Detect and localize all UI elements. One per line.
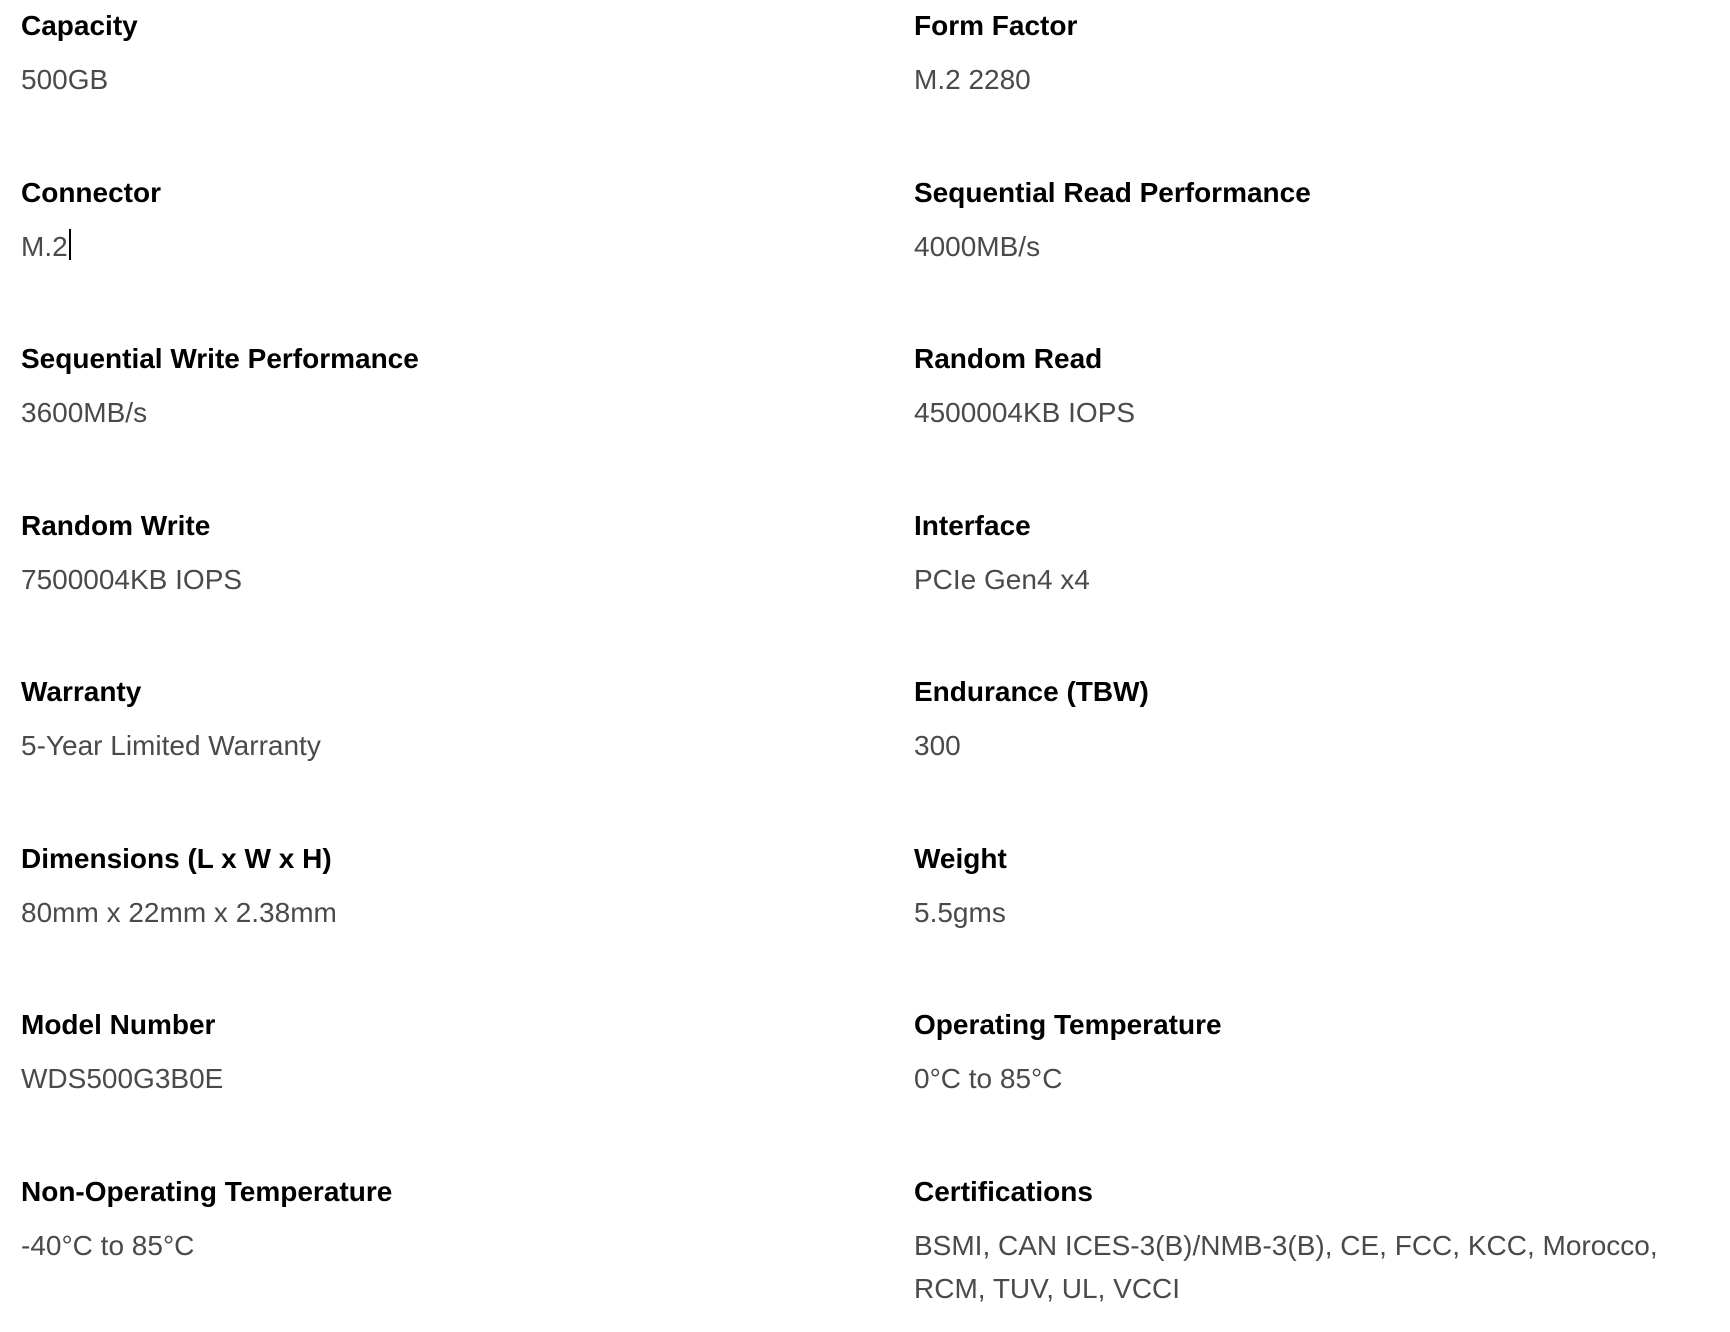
- spec-label: Capacity: [21, 9, 138, 43]
- spec-label: Non-Operating Temperature: [21, 1175, 392, 1209]
- spec-connector: [21, 167, 914, 334]
- spec-form-factor: [914, 0, 1711, 167]
- spec-value: 300: [914, 724, 1714, 767]
- spec-label: Connector: [21, 176, 161, 210]
- spec-random-read: [914, 333, 1711, 500]
- spec-label: Dimensions (L x W x H): [21, 842, 332, 876]
- specifications-grid: [21, 0, 1711, 1332]
- spec-label: Weight: [914, 842, 1007, 876]
- spec-sequential-write: [21, 333, 914, 500]
- spec-value: 3600MB/s: [21, 391, 821, 434]
- spec-operating-temperature: [914, 999, 1711, 1166]
- spec-dimensions: [21, 833, 914, 1000]
- spec-random-write: [21, 500, 914, 667]
- spec-value: 500GB: [21, 58, 821, 101]
- spec-value: 7500004KB IOPS: [21, 558, 821, 601]
- spec-label: Random Read: [914, 342, 1102, 376]
- spec-capacity: [21, 0, 914, 167]
- spec-label: Endurance (TBW): [914, 675, 1149, 709]
- spec-value: 80mm x 22mm x 2.38mm: [21, 891, 821, 934]
- spec-label: Form Factor: [914, 9, 1077, 43]
- spec-label: Operating Temperature: [914, 1008, 1222, 1042]
- spec-value: 5.5gms: [914, 891, 1714, 934]
- spec-value: 4000MB/s: [914, 225, 1714, 268]
- spec-non-operating-temperature: [21, 1166, 914, 1332]
- spec-label: Sequential Write Performance: [21, 342, 419, 376]
- spec-label: Interface: [914, 509, 1031, 543]
- spec-label: Model Number: [21, 1008, 215, 1042]
- spec-value: 0°C to 85°C: [914, 1057, 1714, 1100]
- spec-value: PCIe Gen4 x4: [914, 558, 1714, 601]
- spec-value: BSMI, CAN ICES-3(B)/NMB-3(B), CE, FCC, KCC, Morocco, RCM, TUV, UL, VCCI: [914, 1224, 1714, 1310]
- spec-interface: [914, 500, 1711, 667]
- spec-model-number: [21, 999, 914, 1166]
- spec-endurance: [914, 666, 1711, 833]
- spec-sequential-read: [914, 167, 1711, 334]
- spec-value-text: M.2: [21, 231, 68, 262]
- spec-value: 5-Year Limited Warranty: [21, 724, 821, 767]
- spec-value: M.2 2280: [914, 58, 1714, 101]
- spec-label: Random Write: [21, 509, 210, 543]
- text-cursor: [69, 229, 71, 260]
- spec-label: Certifications: [914, 1175, 1093, 1209]
- spec-value-with-cursor[interactable]: [21, 225, 821, 268]
- spec-value: WDS500G3B0E: [21, 1057, 821, 1100]
- spec-warranty: [21, 666, 914, 833]
- spec-certifications: [914, 1166, 1711, 1332]
- spec-label: Sequential Read Performance: [914, 176, 1311, 210]
- spec-value: -40°C to 85°C: [21, 1224, 821, 1267]
- spec-value: 4500004KB IOPS: [914, 391, 1714, 434]
- spec-label: Warranty: [21, 675, 141, 709]
- spec-weight: [914, 833, 1711, 1000]
